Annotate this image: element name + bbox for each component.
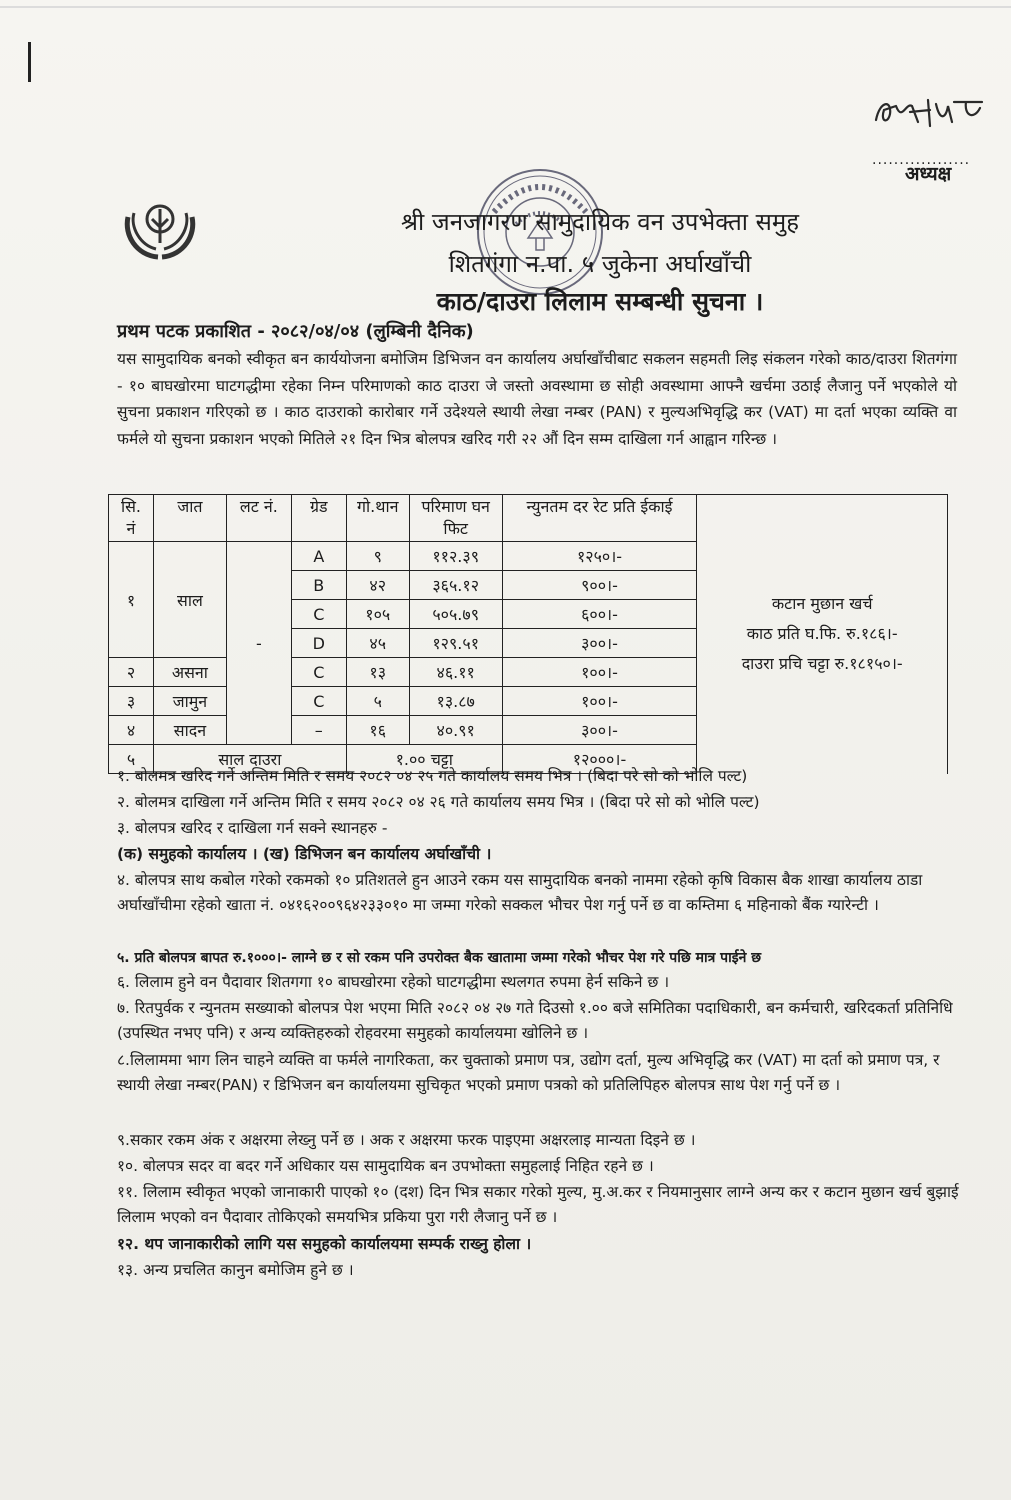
- handwritten-signature: [870, 92, 990, 132]
- condition-item: ५. प्रति बोलपत्र बापत रु.१०००।- लाग्ने छ र सो रकम पनि उपरोक्त बैक खातामा जम्मा गरेको भौचर पेश गरे पछि मात्र पाईने छ: [117, 950, 762, 966]
- cell-rate: १२५०।-: [502, 542, 697, 571]
- cell-firewood-label: साल दाउरा: [153, 745, 346, 774]
- cost-note-line: दाउरा प्रचि चट्टा रु.१८१५०।-: [741, 654, 903, 674]
- cell-species: साल: [153, 542, 226, 658]
- cell-grade: D: [291, 629, 346, 658]
- condition-item: २. बोलमत्र दाखिला गर्ने अन्तिम मिति र समय २०८२ ०४ २६ गते कार्यालय समय भित्र । (बिदा परे सो को भोलि पल्ट): [117, 793, 760, 811]
- cell-sn: ३: [109, 687, 154, 716]
- cell-logs: ९: [346, 542, 409, 571]
- cell-logs: १०५: [346, 600, 409, 629]
- cell-rate: १००।-: [502, 658, 697, 687]
- hands-tree-logo-icon: [122, 197, 198, 261]
- organization-name: श्री जनजागरण सामुदायिक वन उपभेक्ता समुह: [401, 208, 799, 236]
- signature-dotted-line: ..................: [872, 152, 971, 168]
- cell-logs: १३: [346, 658, 409, 687]
- condition-item: १०. बोलपत्र सदर वा बदर गर्ने अधिकार यस सामुदायिक बन उपभोक्ता समुहलाई निहित रहने छ ।: [117, 1157, 654, 1175]
- cell-sn: ५: [109, 745, 154, 774]
- condition-item: ६. लिलाम हुने वन पैदावार शितगगा १० बाघखोरमा रहेको घाटगद्धीमा स्थलगत रुपमा हेर्न सकिने छ ।: [117, 973, 670, 991]
- header-quantity: परिमाण घन फिट: [409, 495, 502, 542]
- page-edge-line: [0, 6, 1011, 8]
- cost-note-line: काठ प्रति घ.फि. रु.१८६।-: [746, 624, 898, 644]
- intro-paragraph: यस सामुदायिक बनको स्वीकृत बन कार्ययोजना बमोजिम डिभिजन वन कार्यालय अर्घाखाँचीबाट सकलन सहमती लिइ संकलन गरेको काठ/दाउरा शितगंगा - १० बाघखोरमा घाटगद्धीमा रहेका निम्न परिमाणको काठ दाउरा जे जस्तो अवस्थामा छ सोही अवस्थामा आफ्नै खर्चमा उठाई लैजानु पर्ने भएकोले यो सुचना प्रकाशन गरिएको छ । काठ दाउराको कारोबार गर्ने उदेश्यले स्थायी लेखा नम्बर (PAN) र मुल्यअभिवृद्धि कर (VAT) मा दर्ता भएका व्यक्ति वा फर्मले यो सुचना प्रकाशन भएको मितिले २१ दिन भित्र बोलपत्र खरिद गरी २२ औं दिन सम्म दाखिला गर्न आह्वान गरिन्छ ।: [117, 350, 957, 448]
- cell-rate: १२०००।-: [502, 745, 697, 774]
- cell-rate: ९००।-: [502, 571, 697, 600]
- auction-rate-table: [108, 494, 948, 774]
- condition-item: १. बोलमत्र खरिद गर्ने अन्तिम मिति र समय २०८२ ०४ २५ गते कार्यालय समय भित्र । (बिदा परे सो को भोलि पल्ट): [117, 767, 748, 785]
- publication-line: प्रथम पटक प्रकाशित - २०८२/०४/०४ (लुम्बिनी दैनिक): [117, 321, 474, 342]
- header-sn: सि. नं: [109, 495, 154, 542]
- cost-note-line: कटान मुछान खर्च: [771, 594, 873, 614]
- header-lot: लट नं.: [226, 495, 291, 542]
- cell-species: सादन: [153, 716, 226, 745]
- cell-sn: १: [109, 542, 154, 658]
- cell-species: असना: [153, 658, 226, 687]
- cell-quantity: ४६.११: [409, 658, 502, 687]
- cell-rate: ६००।-: [502, 600, 697, 629]
- condition-item: ८.लिलाममा भाग लिन चाहने व्यक्ति वा फर्मले नागरिकता, कर चुक्ताको प्रमाण पत्र, उद्योग दर्ता, मुल्य अभिवृद्धि कर (VAT) मा दर्ता को प्रमाण पत्र, र स्थायी लेखा नम्बर(PAN) र डिभिजन बन कार्यालयमा सुचिकृत भएको प्रमाण पत्रको को प्रतिलिपिहरु बोलपत्र साथ पेश गर्नु पर्ने छ ।: [117, 1051, 940, 1094]
- cell-quantity: ३६५.१२: [409, 571, 502, 600]
- cell-lot: -: [226, 542, 291, 745]
- header-grade: ग्रेड: [291, 495, 346, 542]
- cell-quantity: १२९.५१: [409, 629, 502, 658]
- condition-item: ७. रितपुर्वक र न्युनतम सख्याको बोलपत्र पेश भएमा मिति २०८२ ०४ २७ गते दिउसो १.०० बजे समितिका पदाधिकारी, बन कर्मचारी, खरिदकर्ता प्रतिनिधि (उपस्थित नभए पनि) र अन्य व्यक्तिहरुको रोहवरमा समुहको कार्यालयमा खोलिने छ ।: [117, 999, 953, 1042]
- header-rate: न्युनतम दर रेट प्रति ईकाई: [502, 495, 697, 542]
- cell-grade: A: [291, 542, 346, 571]
- pen-mark: [28, 42, 31, 82]
- cell-grade: C: [291, 600, 346, 629]
- cell-grade: C: [291, 658, 346, 687]
- condition-item: १२. थप जानाकारीको लागि यस समुहको कार्यालयमा सम्पर्क राख्नु होला ।: [117, 1235, 532, 1253]
- cell-species: जामुन: [153, 687, 226, 716]
- condition-item: ३. बोलपत्र खरिद र दाखिला गर्न सक्ने स्थानहरु -: [117, 819, 388, 837]
- cell-grade: C: [291, 687, 346, 716]
- signatory-designation: अध्यक्ष: [905, 163, 952, 185]
- header-species: जात: [153, 495, 226, 542]
- condition-item: ४. बोलपत्र साथ कबोल गरेको रकमको १० प्रतिशतले हुन आउने रकम यस सामुदायिक बनको नाममा रहेको कृषि विकास बैक शाखा कार्यालय ठाडा अर्घाखाँचीमा रहेको खाता नं. ०४१६२००९६४२३३०१० मा जम्मा गरेको सक्कल भौचर पेश गर्नु पर्ने छ वा कम्तिमा ६ महिनाको बैंक ग्यारेन्टी ।: [117, 871, 923, 914]
- cell-logs: ४२: [346, 571, 409, 600]
- cell-sn: २: [109, 658, 154, 687]
- cell-logs: १६: [346, 716, 409, 745]
- cell-quantity: १३.८७: [409, 687, 502, 716]
- cell-quantity: ५०५.७९: [409, 600, 502, 629]
- cell-quantity: ४०.९१: [409, 716, 502, 745]
- notice-title: काठ/दाउरा लिलाम सम्बन्धी सुचना ।: [436, 287, 764, 316]
- cell-rate: ३००।-: [502, 629, 697, 658]
- condition-item: १३. अन्य प्रचलित कानुन बमोजिम हुने छ ।: [117, 1261, 354, 1279]
- cell-logs: ५: [346, 687, 409, 716]
- cell-rate: १००।-: [502, 687, 697, 716]
- condition-item: ९.सकार रकम अंक र अक्षरमा लेख्नु पर्ने छ । अक र अक्षरमा फरक पाइएमा अक्षरलाइ मान्यता दिइने छ ।: [117, 1131, 696, 1149]
- cutting-cost-note: [697, 495, 948, 774]
- header-logs: गो.थान: [346, 495, 409, 542]
- cell-grade: B: [291, 571, 346, 600]
- organization-address: शितगंगा न.पा. ५ जुकेना अर्घाखाँची: [448, 250, 752, 278]
- cell-grade: –: [291, 716, 346, 745]
- condition-item: ११. लिलाम स्वीकृत भएको जानाकारी पाएको १० (दश) दिन भित्र सकार गरेको मुल्य, मु.अ.कर र नियमानुसार लाग्ने अन्य कर र कटान मुछान खर्च बुझाई लिलाम भएको वन पैदावार तोकिएको समयभित्र प्रकिया पुरा गरी लैजानु पर्ने छ ।: [117, 1183, 959, 1226]
- cell-logs: ४५: [346, 629, 409, 658]
- cell-quantity: ११२.३९: [409, 542, 502, 571]
- table-header-row: [109, 495, 948, 542]
- cell-sn: ४: [109, 716, 154, 745]
- condition-item: (क) समुहको कार्यालय । (ख) डिभिजन बन कार्यालय अर्घाखाँची ।: [117, 845, 492, 863]
- cell-quantity: १.०० चट्टा: [346, 745, 502, 774]
- cell-rate: ३००।-: [502, 716, 697, 745]
